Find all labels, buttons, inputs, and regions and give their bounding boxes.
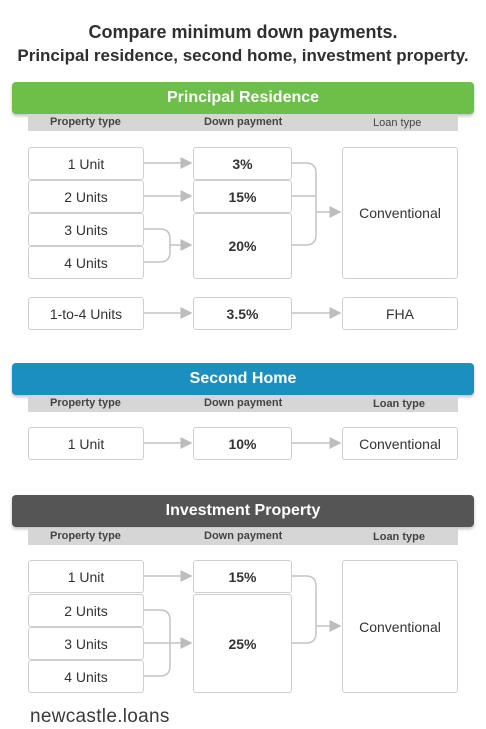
column-headers-investment: [28, 528, 458, 545]
logo: newcastle.loans: [30, 706, 170, 727]
header-property-type: Property type: [50, 530, 121, 542]
arrow-4units-merge: [144, 245, 170, 262]
unit-box: 4 Units: [28, 246, 144, 279]
loan-type-box: Conventional: [342, 147, 458, 279]
arrow-inv-15pct-to-conventional: [292, 576, 340, 626]
unit-box: 1 Unit: [28, 147, 144, 180]
unit-box: 2 Units: [28, 594, 144, 627]
unit-box: 3 Units: [28, 213, 144, 246]
down-payment-box: 3.5%: [193, 297, 292, 330]
loan-type-box: Conventional: [342, 560, 458, 693]
unit-box: 4 Units: [28, 660, 144, 693]
down-payment-box: 10%: [193, 427, 292, 460]
unit-box: 3 Units: [28, 627, 144, 660]
arrow-3pct-to-conventional: [292, 163, 340, 212]
section-banner-second-home: Second Home: [12, 363, 474, 395]
down-payment-box: 15%: [193, 180, 292, 213]
column-headers-second-home: [28, 395, 458, 412]
column-headers-principal: [28, 114, 458, 131]
header-down-payment: Down payment: [204, 397, 283, 409]
arrow-inv-2units-to-25pct: [144, 610, 191, 643]
unit-box: 1 Unit: [28, 427, 144, 460]
page-subtitle: Principal residence, second home, investment property.: [17, 46, 469, 65]
loan-type-box: FHA: [342, 297, 458, 330]
arrow-inv-25pct-merge: [292, 626, 316, 643]
unit-box: 2 Units: [28, 180, 144, 213]
header-loan-type: Loan type: [373, 398, 425, 410]
arrow-inv-4units-merge: [144, 643, 170, 676]
down-payment-box: 25%: [193, 594, 292, 693]
header-loan-type: Loan type: [373, 531, 425, 543]
unit-box: 1-to-4 Units: [28, 297, 144, 330]
header-property-type: Property type: [50, 397, 121, 409]
section-banner-principal-residence: Principal Residence: [12, 82, 474, 114]
header-loan-type: Loan type: [373, 117, 422, 129]
arrow-3units-to-20pct: [144, 229, 191, 245]
header-down-payment: Down payment: [204, 530, 283, 542]
down-payment-box: 15%: [193, 560, 292, 593]
arrow-20pct-merge: [292, 212, 316, 245]
header-property-type: Property type: [50, 116, 121, 128]
down-payment-box: 20%: [193, 213, 292, 279]
page-title: Compare minimum down payments.: [88, 22, 398, 42]
down-payment-box: 3%: [193, 147, 292, 180]
section-banner-investment-property: Investment Property: [12, 495, 474, 527]
unit-box: 1 Unit: [28, 560, 144, 593]
header-down-payment: Down payment: [204, 116, 283, 128]
loan-type-box: Conventional: [342, 427, 458, 460]
